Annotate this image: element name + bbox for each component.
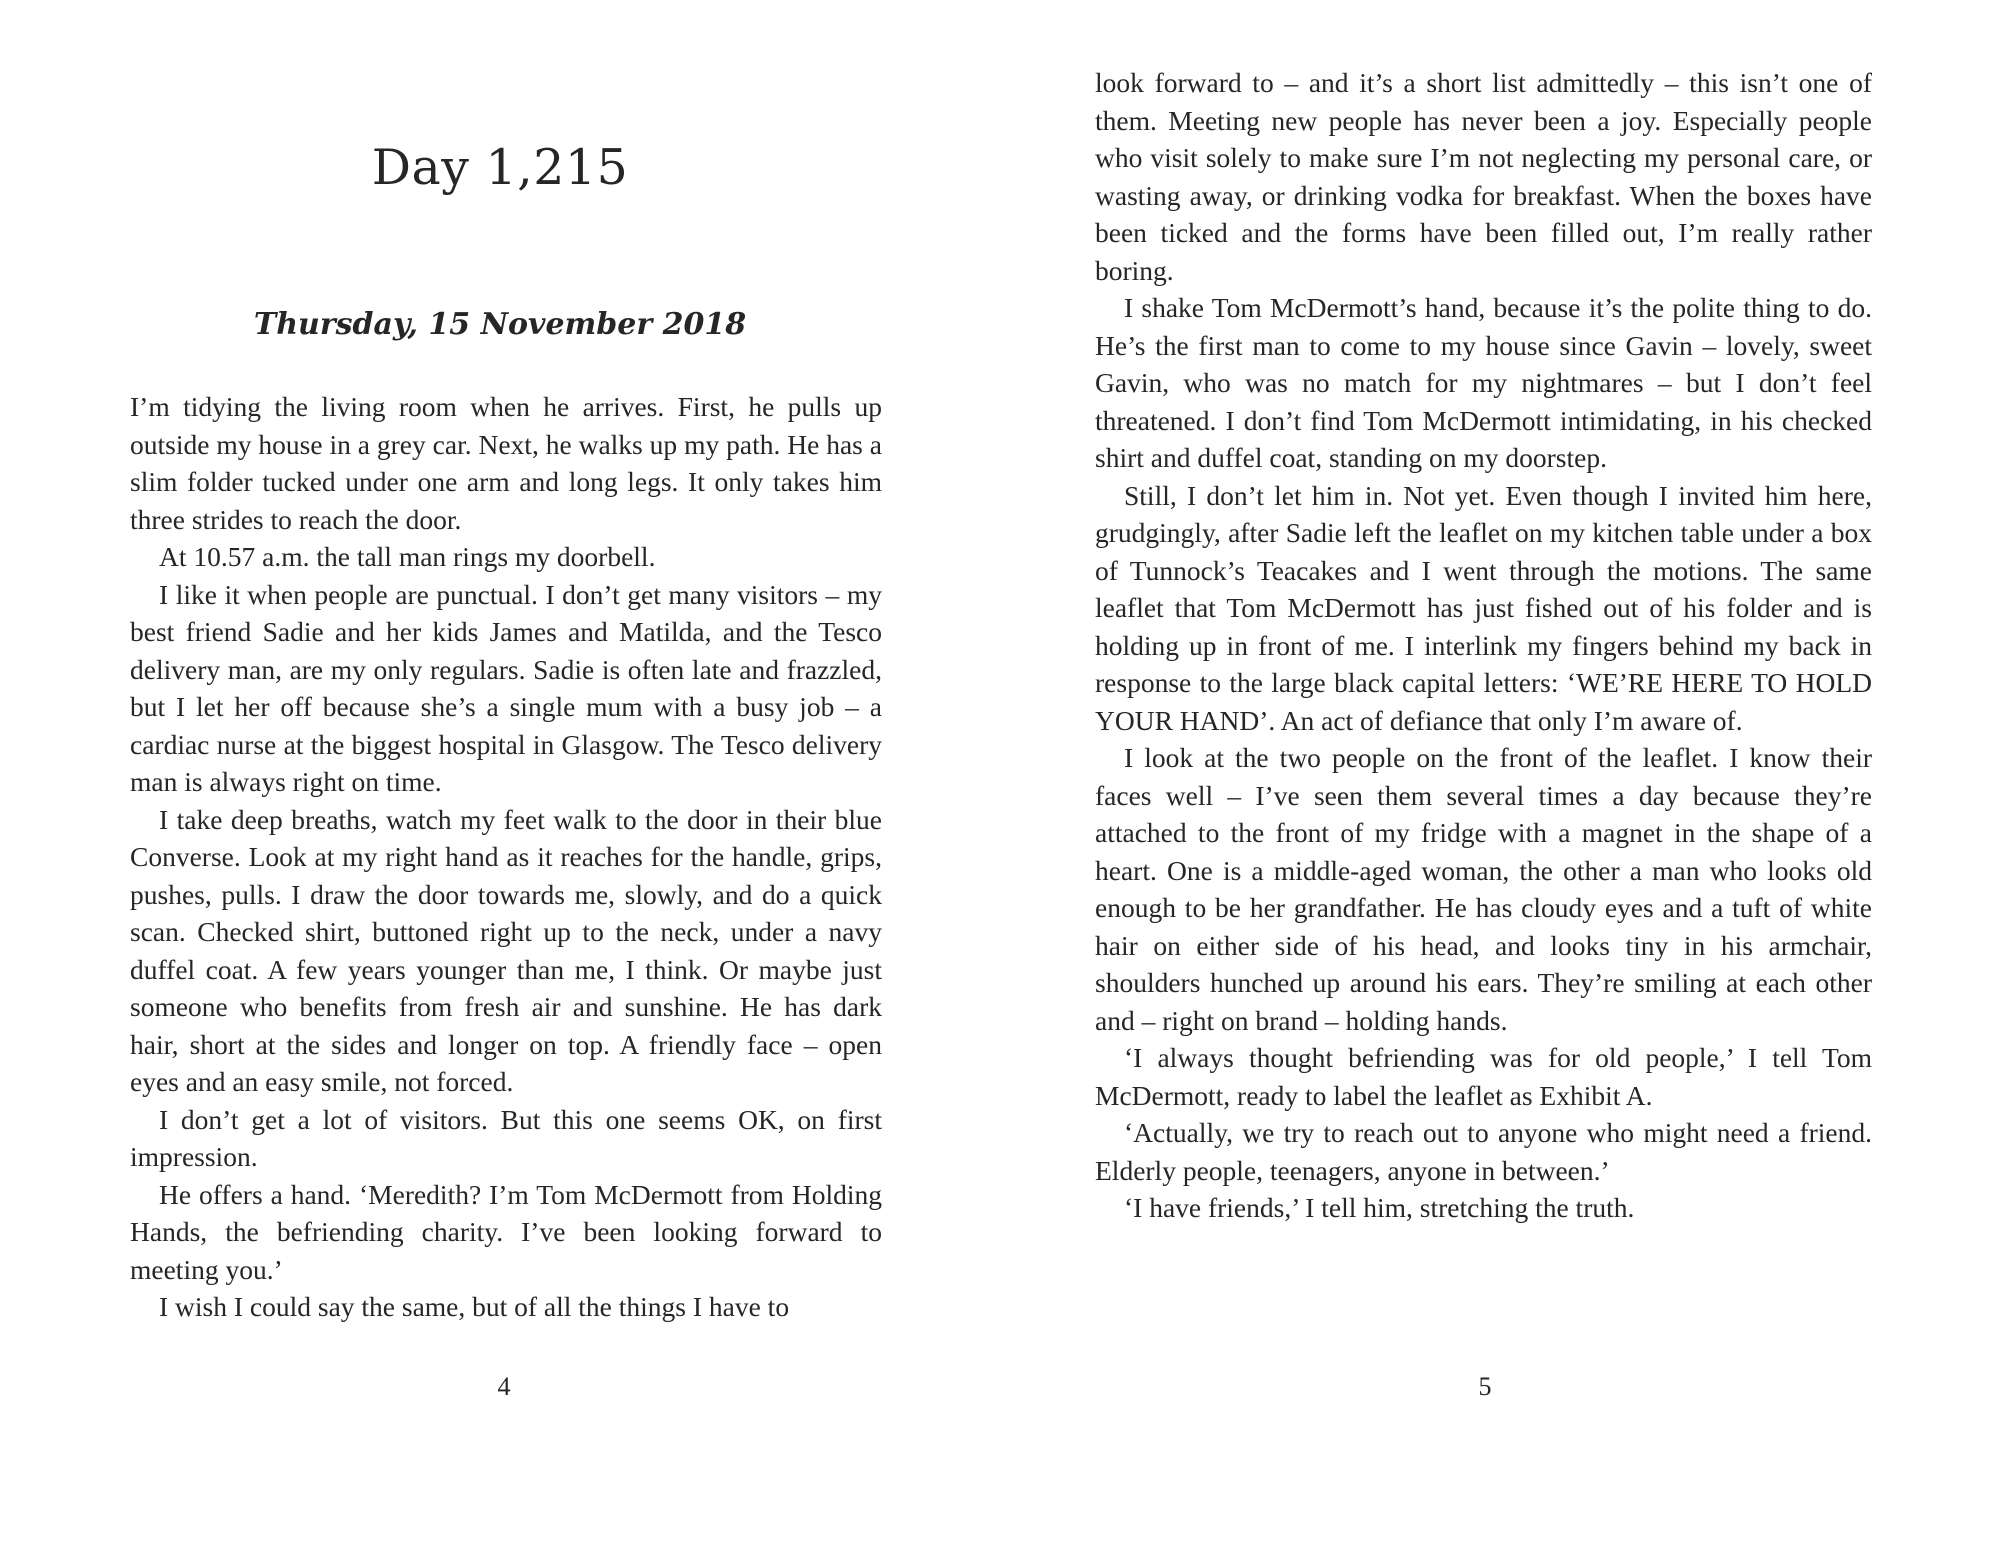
paragraph: I don’t get a lot of visitors. But this one seems OK, on first impression. [130,1103,882,1172]
paragraph: ‘Actually, we try to reach out to anyone who might need a friend. Elderly people, teenagers, anyone in between.’ [1095,1117,1872,1186]
chapter-title: Day 1,215 [371,139,629,196]
paragraph: I take deep breaths, watch my feet walk to the door in their blue Converse. Look at my right hand as it reaches for the handle, grips, pushes, pulls. I draw the door towards me, slowly, and do a quick scan. Checked shirt, buttoned right up to the neck, under a navy duffel coat. A few years younger than me, I think. Or maybe just someone who benefits from fresh air and sunshine. He has dark hair, short at the sides and longer on top. A friendly face – open eyes and an easy smile, not forced. [130,803,882,1097]
paragraph: I like it when people are punctual. I don’t get many visitors – my best friend Sadie and her kids James and Matilda, and the Tesco delivery man, are my only regulars. Sadie is often late and frazzled, but I let her off because she’s a single mum with a busy job – a cardiac nurse at the biggest hospital in Glasgow. The Tesco delivery man is always right on time. [130,578,882,797]
paragraph: ‘I have friends,’ I tell him, stretching the truth. [1124,1192,1635,1223]
paragraph: I shake Tom McDermott’s hand, because it’s the polite thing to do. He’s the first man to come to my house since Gavin – lovely, sweet Gavin, who was no match for my nightmares – but I don’t feel threatened. I don’t find Tom McDermott intimidating, in his checked shirt and duffel coat, standing on my doorstep. [1095,292,1872,473]
paragraph: I’m tidying the living room when he arrives. First, he pulls up outside my house in a grey car. Next, he walks up my path. He has a slim folder tucked under one arm and long legs. It only takes him three strides to reach the door. [130,391,882,535]
right-page-body [1095,64,1872,1227]
paragraph: ‘I always thought befriending was for old people,’ I tell Tom McDermott, ready to label the leaflet as Exhibit A. [1095,1042,1872,1111]
right-page [1000,0,2000,1561]
paragraph: At 10.57 a.m. the tall man rings my doorbell. [159,541,656,572]
paragraph: look forward to – and it’s a short list admittedly – this isn’t one of them. Meeting new people has never been a joy. Especially people who visit solely to make sure I’m not neglecting my personal care, or wasting away, or drinking vodka for breakfast. When the boxes have been ticked and the forms have been filled out, I’m really rather boring. [1095,67,1872,286]
paragraph: Still, I don’t let him in. Not yet. Even though I invited him here, grudgingly, after Sadie left the leaflet on my kitchen table under a box of Tunnock’s Teacakes and I went through the motions. The same leaflet that Tom McDermott has just fished out of his folder and is holding up in front of me. I interlink my fingers behind my back in response to the large black capital letters: ‘WE’RE HERE TO HOLD YOUR HAND’. An act of defiance that only I’m aware of. [1095,479,1872,736]
chapter-date: Thursday, 15 November 2018 [253,307,747,342]
paragraph: He offers a hand. ‘Meredith? I’m Tom McDermott from Holding Hands, the befriending charity. I’ve been looking forward to meeting you.’ [130,1178,882,1285]
paragraph: I wish I could say the same, but of all the things I have to [159,1291,790,1322]
page-number: 4 [497,1372,511,1401]
left-page-body [130,388,882,1326]
paragraph: I look at the two people on the front of the leaflet. I know their faces well – I’ve seen them several times a day because they’re attached to the front of my fridge with a magnet in the shape of a heart. One is a middle-aged woman, the other a man who looks old enough to be her grandfather. He has cloudy eyes and a tuft of white hair on either side of his head, and looks tiny in his armchair, shoulders hunched up around his ears. They’re smiling at each other and – right on brand – holding hands. [1095,742,1872,1036]
page-number: 5 [1478,1372,1492,1401]
